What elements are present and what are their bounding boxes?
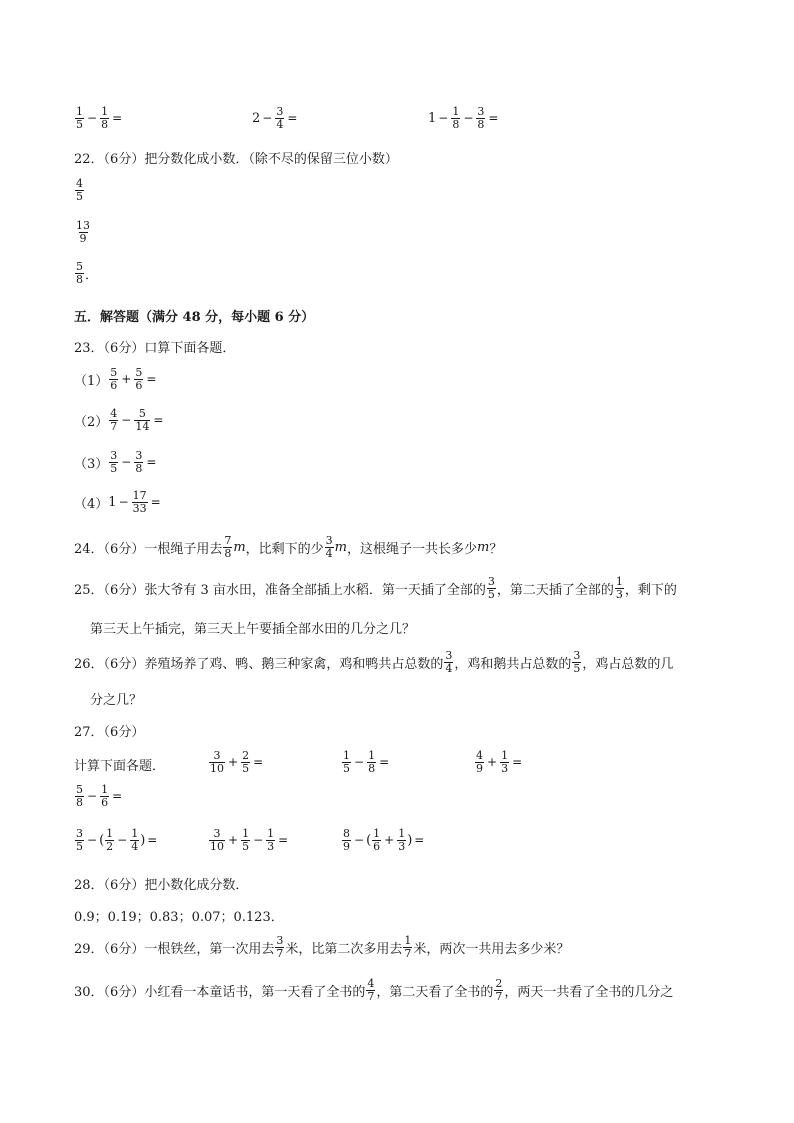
q27-expr-5: $\frac{3}{5}$ − ( $\frac{1}{2}$ − $\frac{1}{4}$ ) = [76,827,158,853]
fraction: $\frac{3}{4}$ [276,105,284,131]
q23-item-3: （3） $\frac{3}{5}$ − $\frac{3}{8}$ = [74,449,157,475]
q22-fraction-3: $\frac{5}{8}$ ． [76,260,99,286]
q22-fraction-1: $\frac{4}{5}$ [76,177,83,203]
question-23: 23．（6分）口算下面各题． [74,341,236,356]
fraction: $\frac{1}{8}$ [101,105,109,131]
question-27: 27．（6分） [74,725,145,740]
top-expr-2: 2 − $\frac{3}{4}$ = [252,105,298,131]
question-25: 25．（6分）张大爷有 3 亩水田，准备全部插上水稻．第一天插了全部的 $\frac{3}{5}$ ，第二天插了全部的 $\frac{1}{3}$ ，剩下的 [74,575,677,601]
q27-expr-2: $\frac{1}{5}$ − $\frac{1}{8}$ = [343,749,390,775]
q27-expr-6: $\frac{3}{10}$ + $\frac{1}{5}$ − $\frac{1}{3}$ = [210,827,289,853]
question-28: 28．（6分）把小数化成分数． [74,878,249,893]
q23-item-1: （1） $\frac{5}{6}$ + $\frac{5}{6}$ = [74,366,157,392]
question-26: 26．（6分）养殖场养了鸡、鸭、鹅三种家禽，鸡和鸭共占总数的 $\frac{3}{4}$ ，鸡和鹅共占总数的 $\frac{3}{5}$ ，鸡占总数的几 [74,649,674,675]
fraction: $\frac{1}{5}$ [76,105,83,131]
q27-expr-1: $\frac{3}{10}$ + $\frac{2}{5}$ = [210,749,264,775]
fraction: $\frac{3}{8}$ [477,105,485,131]
question-25-line-2: 第三天上午插完，第三天上午要插全部水田的几分之几？ [90,622,416,637]
question-24: 24．（6分）一根绳子用去 $\frac{7}{8}$ m ，比剩下的少 $\frac{3}{4}$ m ，这根绳子一共长多少 m ？ [74,534,503,560]
top-expr-1: $\frac{1}{5}$ − $\frac{1}{8}$ = [76,105,123,131]
q23-item-4: （4） 1 − $\frac{17}{33}$ = [74,489,161,515]
fraction: $\frac{1}{8}$ [452,105,460,131]
q27-expr-7: $\frac{8}{9}$ − ( $\frac{1}{6}$ + $\frac{1}{3}$ ) = [343,827,425,853]
question-27-lead: 计算下面各题． [74,759,166,774]
section-5-heading: 五．解答题（满分 48 分，每小题 6 分） [74,310,315,325]
q22-fraction-2: $\frac{13}{9}$ [76,219,90,245]
q27-expr-3: $\frac{4}{9}$ + $\frac{1}{3}$ = [476,749,523,775]
question-26-line-2: 分之几？ [90,693,143,708]
question-22: 22．（6分）把分数化成小数．（除不尽的保留三位小数） [74,152,398,167]
question-29: 29．（6分）一根铁丝，第一次用去 $\frac{3}{7}$ 米，比第二次多用去 $\frac{1}{7}$ 米，两次一共用去多少米？ [74,934,570,960]
q27-expr-4: $\frac{5}{8}$ − $\frac{1}{6}$ = [76,783,123,809]
q23-item-2: （2） $\frac{4}{7}$ − $\frac{5}{14}$ = [74,407,164,433]
question-30: 30．（6分）小红看一本童话书，第一天看了全书的 $\frac{4}{7}$ ，第二天看了全书的 $\frac{2}{7}$ ，两天一共看了全书的几分之 [74,977,674,1003]
question-28-values: 0.9；0.19；0.83；0.07；0.123． [74,910,284,925]
top-expr-3: 1 − $\frac{1}{8}$ − $\frac{3}{8}$ = [428,105,499,131]
